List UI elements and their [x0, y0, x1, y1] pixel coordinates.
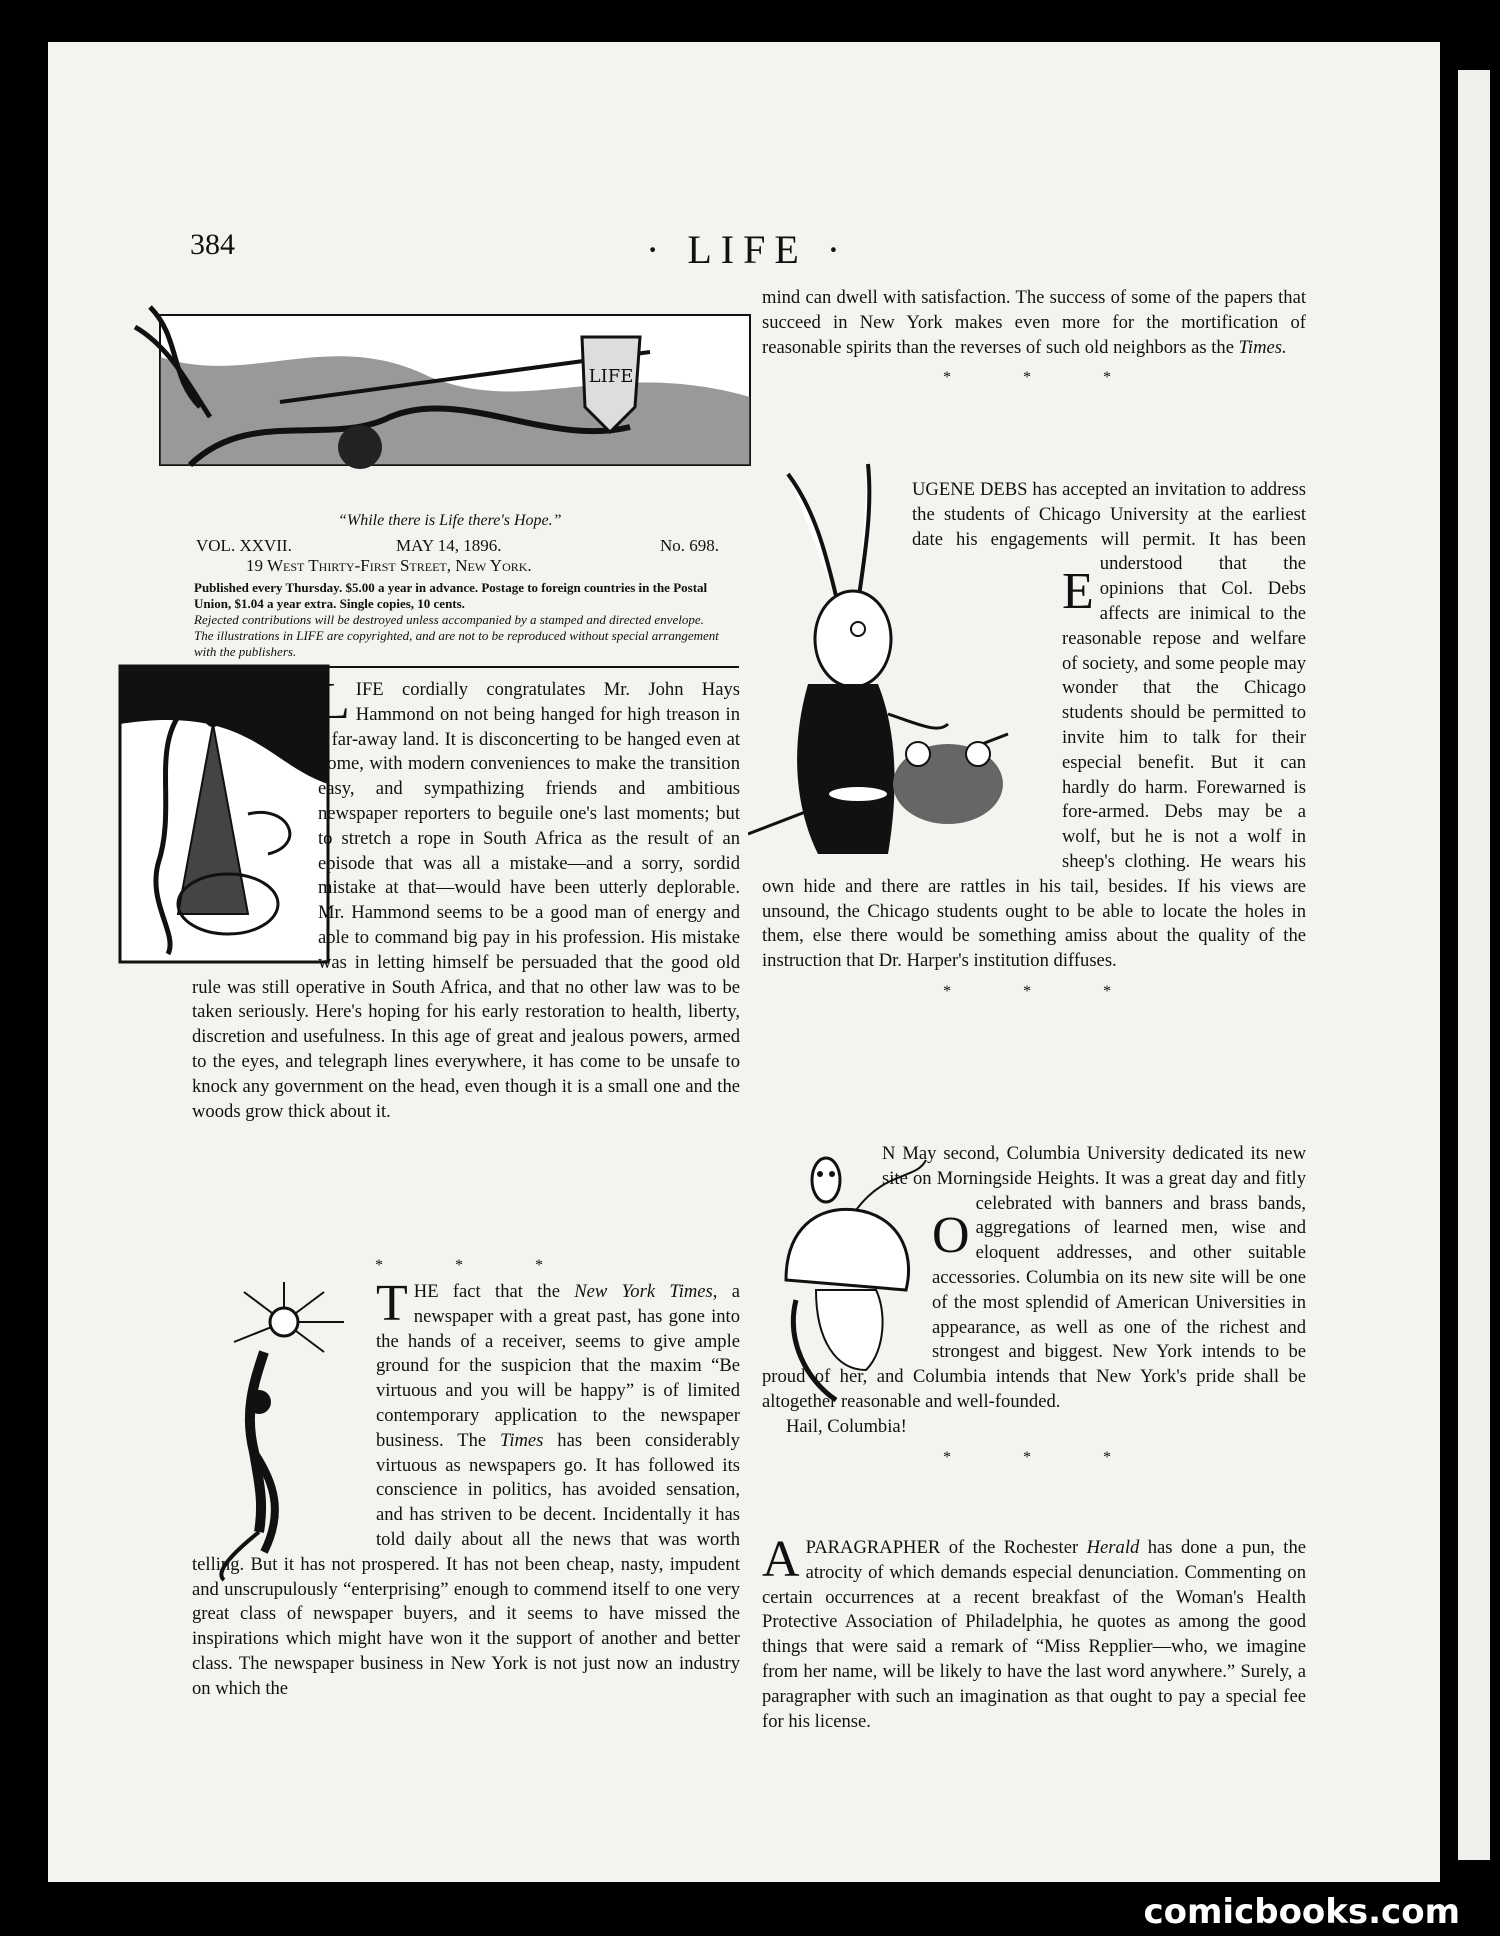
- publication-info: [194, 580, 744, 660]
- watermark: comicbooks.com: [1143, 1892, 1460, 1932]
- newspaper-name: Times.: [1238, 336, 1287, 358]
- article-text: HE fact that the: [413, 1281, 575, 1302]
- article-text: has done a pun, the atrocity of which demands especial denunciation. Commenting on certain occurrences at a recent breakfast of the Woman's Health Protective Association of Philadelphia, he quotes as among the good things that were said a remark of “Miss Repplier—who, we imagine from her name, will be likely to have the last word anywhere.” Surely, a paragrapher with such an imagination as that ought to pay a special fee for his license.: [762, 1537, 1306, 1732]
- article-text: , a newspaper with a great past, has gone into the hands of a receiver, seems to give ample ground for the suspicion that the maxim “Be virtuous and you will be happy” is of limited contemporary application to the newspaper business. The: [376, 1281, 741, 1451]
- illustration-float-space: [762, 1212, 932, 1352]
- life-banner-knight-icon: [130, 297, 778, 507]
- separator: [192, 1248, 740, 1283]
- article-text: mind can dwell with satisfaction. The success of some of the papers that succeed in New York makes even more for the mortification of reasonable spirits than the reverses of such old neighbors as the: [762, 287, 1306, 358]
- separator-stars: * * *: [943, 1448, 1145, 1466]
- page-number: 384: [190, 228, 235, 261]
- publication-rejected: Rejected contributions will be destroyed unless accompanied by a stamped and directed envelope.: [194, 612, 704, 627]
- article-text: UGENE DEBS has accepted an invitation to address the students of Chicago University at the earliest date his engagements will permit. It has been understood that the opinions that Col. Debs affects are inimical to the reasonable repose and welfare of society, and some people may wonder that the Chicago students should be permitted to invite him to talk for their especial benefit. But it can hardly do harm. Forewarned is fore-armed. Debs may be a wolf, but he is not a wolf in sheep's clothing. He wears his own hide and there are rattles in his tail, besides. If his views are unsound, the Chicago students ought to be able to locate the holes in them, else there would be something amiss about the quality of the instruction that Dr. Harper's institution diffuses.: [762, 479, 1306, 972]
- issue-number: No. 698.: [660, 536, 720, 555]
- article-times: [192, 1275, 741, 1702]
- article-times-continued: [762, 286, 1306, 395]
- address: 19 West Thirty-First Street, New York.: [246, 556, 532, 575]
- newspaper-name: Times: [500, 1429, 544, 1451]
- drop-cap: O: [932, 1207, 970, 1264]
- publication-terms: Published every Thursday. $5.00 a year in advance. Postage to foreign countries in the Postal Union, $1.04 a year extra. Single copies, 10 cents.: [194, 580, 708, 611]
- article-text: N May second, Columbia University dedicated its new site on Morningside Heights. It was a great day and fitly celebrated with banners and brass bands, aggregations of learned men, wise and eloquent addresses, and other suitable accessories. Columbia on its new site will be one of the most splendid of American Universities in appearance, as well as one of the richest and strongest and biggest. New York intends to be proud of her, and Columbia intends that New York's pride shall be altogether reasonable and well-founded.: [762, 1143, 1306, 1412]
- article-herald: [762, 1531, 1306, 1734]
- article-text: PARAGRAPHER of the Rochester: [805, 1537, 1087, 1558]
- illustration-float-space: [762, 568, 1062, 868]
- facing-page-edge: [1458, 70, 1490, 1860]
- illustration-float-space: [762, 1142, 882, 1212]
- motto: “While there is Life there's Hope.”: [338, 512, 562, 529]
- article-debs: [762, 478, 1306, 1009]
- newspaper-name: Herald: [1086, 1537, 1140, 1558]
- separator-stars: * * *: [375, 1257, 577, 1274]
- closing-line: Hail, Columbia!: [786, 1415, 907, 1437]
- drop-cap: A: [762, 1531, 800, 1588]
- article-hammond: [192, 673, 740, 1124]
- volume: VOL. XXVII.: [196, 536, 292, 555]
- drop-cap: E: [1062, 563, 1094, 620]
- issue-date: MAY 14, 1896.: [396, 536, 502, 555]
- drop-cap: L: [318, 673, 350, 730]
- svg-text:LIFE: LIFE: [588, 366, 634, 387]
- illustration-float-space: [192, 1280, 376, 1540]
- separator-stars: * * *: [943, 369, 1145, 387]
- article-text: has been considerably virtuous as newspapers go. It has followed its conscience in politics, has avoided sensation, and has striven to be decent. Incidentally it has told daily about all the news that was worth telling. But it has not prospered. It has not been cheap, nasty, impudent and unscrupulously “enterprising” enough to commend itself to one very great class of newspaper buyers, and it seems to have missed the inspirations which might have won it the support of another and better class. The newspaper business in New York is not just now an industry on which the: [192, 1429, 740, 1699]
- page: [48, 42, 1440, 1882]
- publication-copyright: The illustrations in LIFE are copyrighted, and are not to be reproduced without special arrangement with the publishers.: [194, 628, 719, 659]
- article-columbia: [762, 1142, 1306, 1474]
- illustration-float-space: [762, 478, 912, 568]
- separator-stars: * * *: [943, 982, 1145, 1000]
- illustration-float-space: [192, 678, 318, 968]
- drop-cap: T: [376, 1275, 408, 1332]
- article-text: IFE cordially congratulates Mr. John Hays Hammond on not being hanged for high treason in a far-away land. It is disconcerting to be hanged even at home, with modern conveniences to make the transition easy, and sympathizing friends and ambitious newspaper reporters to beguile one's last moments; but to stretch a rope in South Africa as the result of an episode that was all a mistake—and a sorry, sordid mistake at that—would have been utterly deplorable. Mr. Hammond seems to be a good man of energy and able to command big pay in his profession. His mistake was in letting himself be persuaded that the good old rule was still operative in South Africa, and that no other law was to be taken seriously. Here's hoping for his early restoration to health, liberty, discretion and usefulness. In this age of great and jealous powers, armed to the eyes, and telegraph lines everywhere, it has come to be unsafe to knock any government on the head, even though it is a small one and the woods grow thick about it.: [192, 679, 740, 1122]
- newspaper-name: New York Times: [574, 1281, 713, 1302]
- masthead: · LIFE ·: [646, 227, 850, 272]
